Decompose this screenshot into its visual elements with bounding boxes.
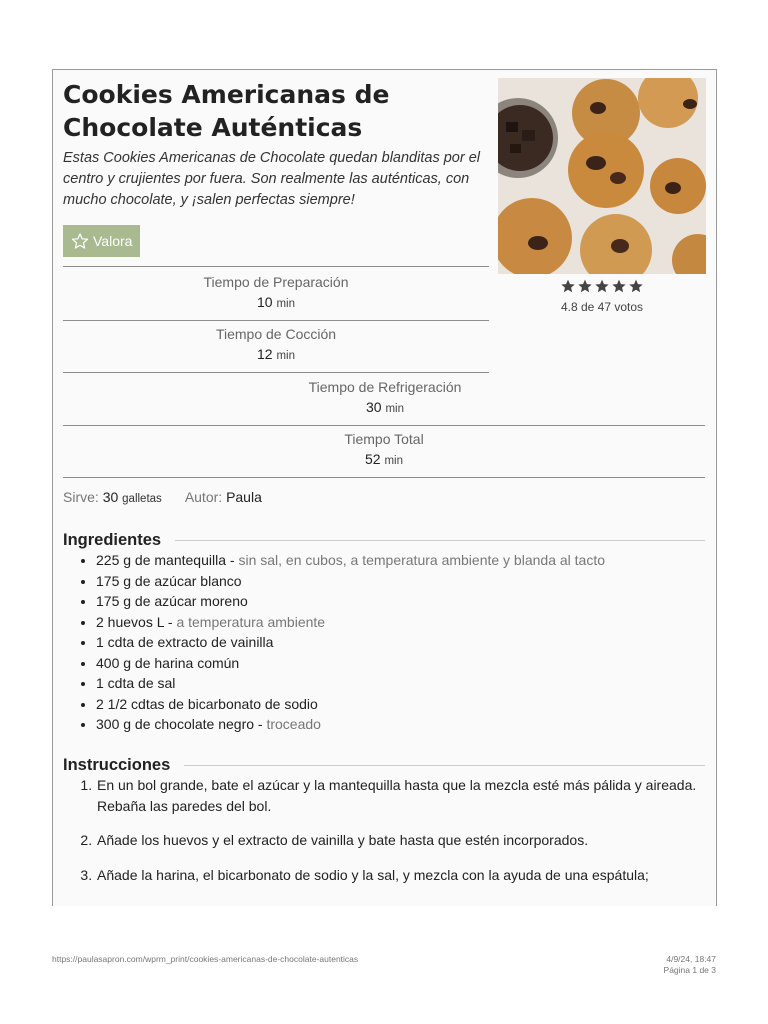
footer-datetime: 4/9/24, 18:47 [666,954,716,964]
recipe-card [52,69,717,906]
servings-label: Sirve: [63,489,99,505]
cook-time-label: Tiempo de Cocción [215,326,337,342]
star-rating[interactable] [498,278,706,294]
ingredient-text: 175 g de azúcar blanco [96,572,242,589]
rate-button[interactable] [63,225,140,257]
chill-time-label: Tiempo de Refrigeración [308,379,462,395]
divider [63,425,705,426]
ingredient-note: a temperatura ambiente [176,613,326,630]
author-value: Paula [226,489,262,505]
ingredient-note: troceado [266,716,321,732]
servings-unit: galletas [122,493,162,505]
chill-time-unit: min [385,403,404,415]
ingredient-item: • 300 g de chocolate negro - troceado [96,714,736,735]
ingredient-item [96,694,736,715]
ingredient-item [96,653,736,674]
ingredients-header [63,531,705,550]
total-time-value: 52 [365,451,381,467]
footer-info [600,954,716,976]
instruction-step: 1. En un bol grande, bate el azúcar y la mantequilla hasta que la mezcla esté más pálida y aireada. Rebaña las paredes del bol. [96,775,724,816]
ingredient-item [96,571,736,592]
divider [63,372,489,373]
footer-page-number: Página 1 de 3 [663,965,716,975]
ingredient-item [96,632,736,653]
cookies-image [498,78,706,274]
recipe-photo [498,78,706,274]
star-icon [594,278,610,294]
rating-votes: 4.8 de 47 votos [560,300,644,314]
instructions-header [63,756,705,775]
header-rule [184,765,705,766]
star-outline-icon [71,232,89,250]
chill-time [273,377,497,419]
recipe-summary: Estas Cookies Americanas de Chocolate quedan blanditas por el centro y crujientes por fuera. Son realmente las auténticas, con mucho chocolate, y ¡salen perfectas siempre! [63,150,480,208]
ingredient-item [96,591,736,612]
rate-button-label: Valora [93,233,133,249]
ingredient-text: 225 g de mantequilla [96,552,226,568]
cook-time-value: 12 [257,346,273,362]
recipe-meta [63,489,262,505]
instructions-title: Instrucciones [63,756,171,774]
star-icon [628,278,644,294]
ingredient-text: 300 g de chocolate negro [96,716,255,732]
footer-url: https://paulasapron.com/wprm_print/cookies-americanas-de-chocolate-autenticas [52,954,359,964]
total-time [63,429,705,471]
prep-time-value: 10 [257,294,273,310]
ingredient-text: 175 g de azúcar moreno [96,593,248,609]
instruction-step: 2. Añade los huevos y el extracto de vainilla y bate hasta que estén incorporados. [96,830,724,851]
instructions-list [63,775,724,899]
ingredient-item [96,673,736,694]
ingredient-text: 1 cdta de extracto de vainilla [96,634,274,650]
divider [63,477,705,478]
header-rule [175,540,705,541]
ingredient-item: • 2 huevos L - a temperatura ambiente [96,612,736,633]
ingredients-title: Ingredientes [63,531,162,549]
chill-time-value: 30 [366,399,382,415]
instruction-step: 3. Añade la harina, el bicarbonato de sodio y la sal, y mezcla con la ayuda de una espátula; [96,865,724,886]
star-icon [560,278,576,294]
cook-time [63,324,489,366]
total-time-label: Tiempo Total [344,431,424,447]
ingredients-list [63,550,736,735]
prep-time [63,272,489,314]
recipe-title: Cookies Americanas de Chocolate Auténticas [63,80,390,142]
servings-value: 30 [102,489,119,505]
total-time-unit: min [384,455,403,467]
star-icon [577,278,593,294]
ingredient-item: • 225 g de mantequilla - sin sal, en cubos, a temperatura ambiente y blanda al tacto [96,550,736,571]
ingredient-text: 400 g de harina común [96,654,240,671]
prep-time-unit: min [276,298,295,310]
ingredient-text: 1 cdta de sal [96,675,176,691]
cook-time-unit: min [276,350,295,362]
ingredient-text: 2 1/2 cdtas de bicarbonato de sodio [96,695,318,712]
author-label: Autor: [184,489,223,505]
ingredient-text: 2 huevos L [96,613,164,630]
ingredient-note: sin sal, en cubos, a temperatura ambiente y blanda al tacto [238,552,606,568]
prep-time-label: Tiempo de Preparación [203,274,349,290]
star-icon [611,278,627,294]
divider [63,266,489,267]
divider [63,320,489,321]
